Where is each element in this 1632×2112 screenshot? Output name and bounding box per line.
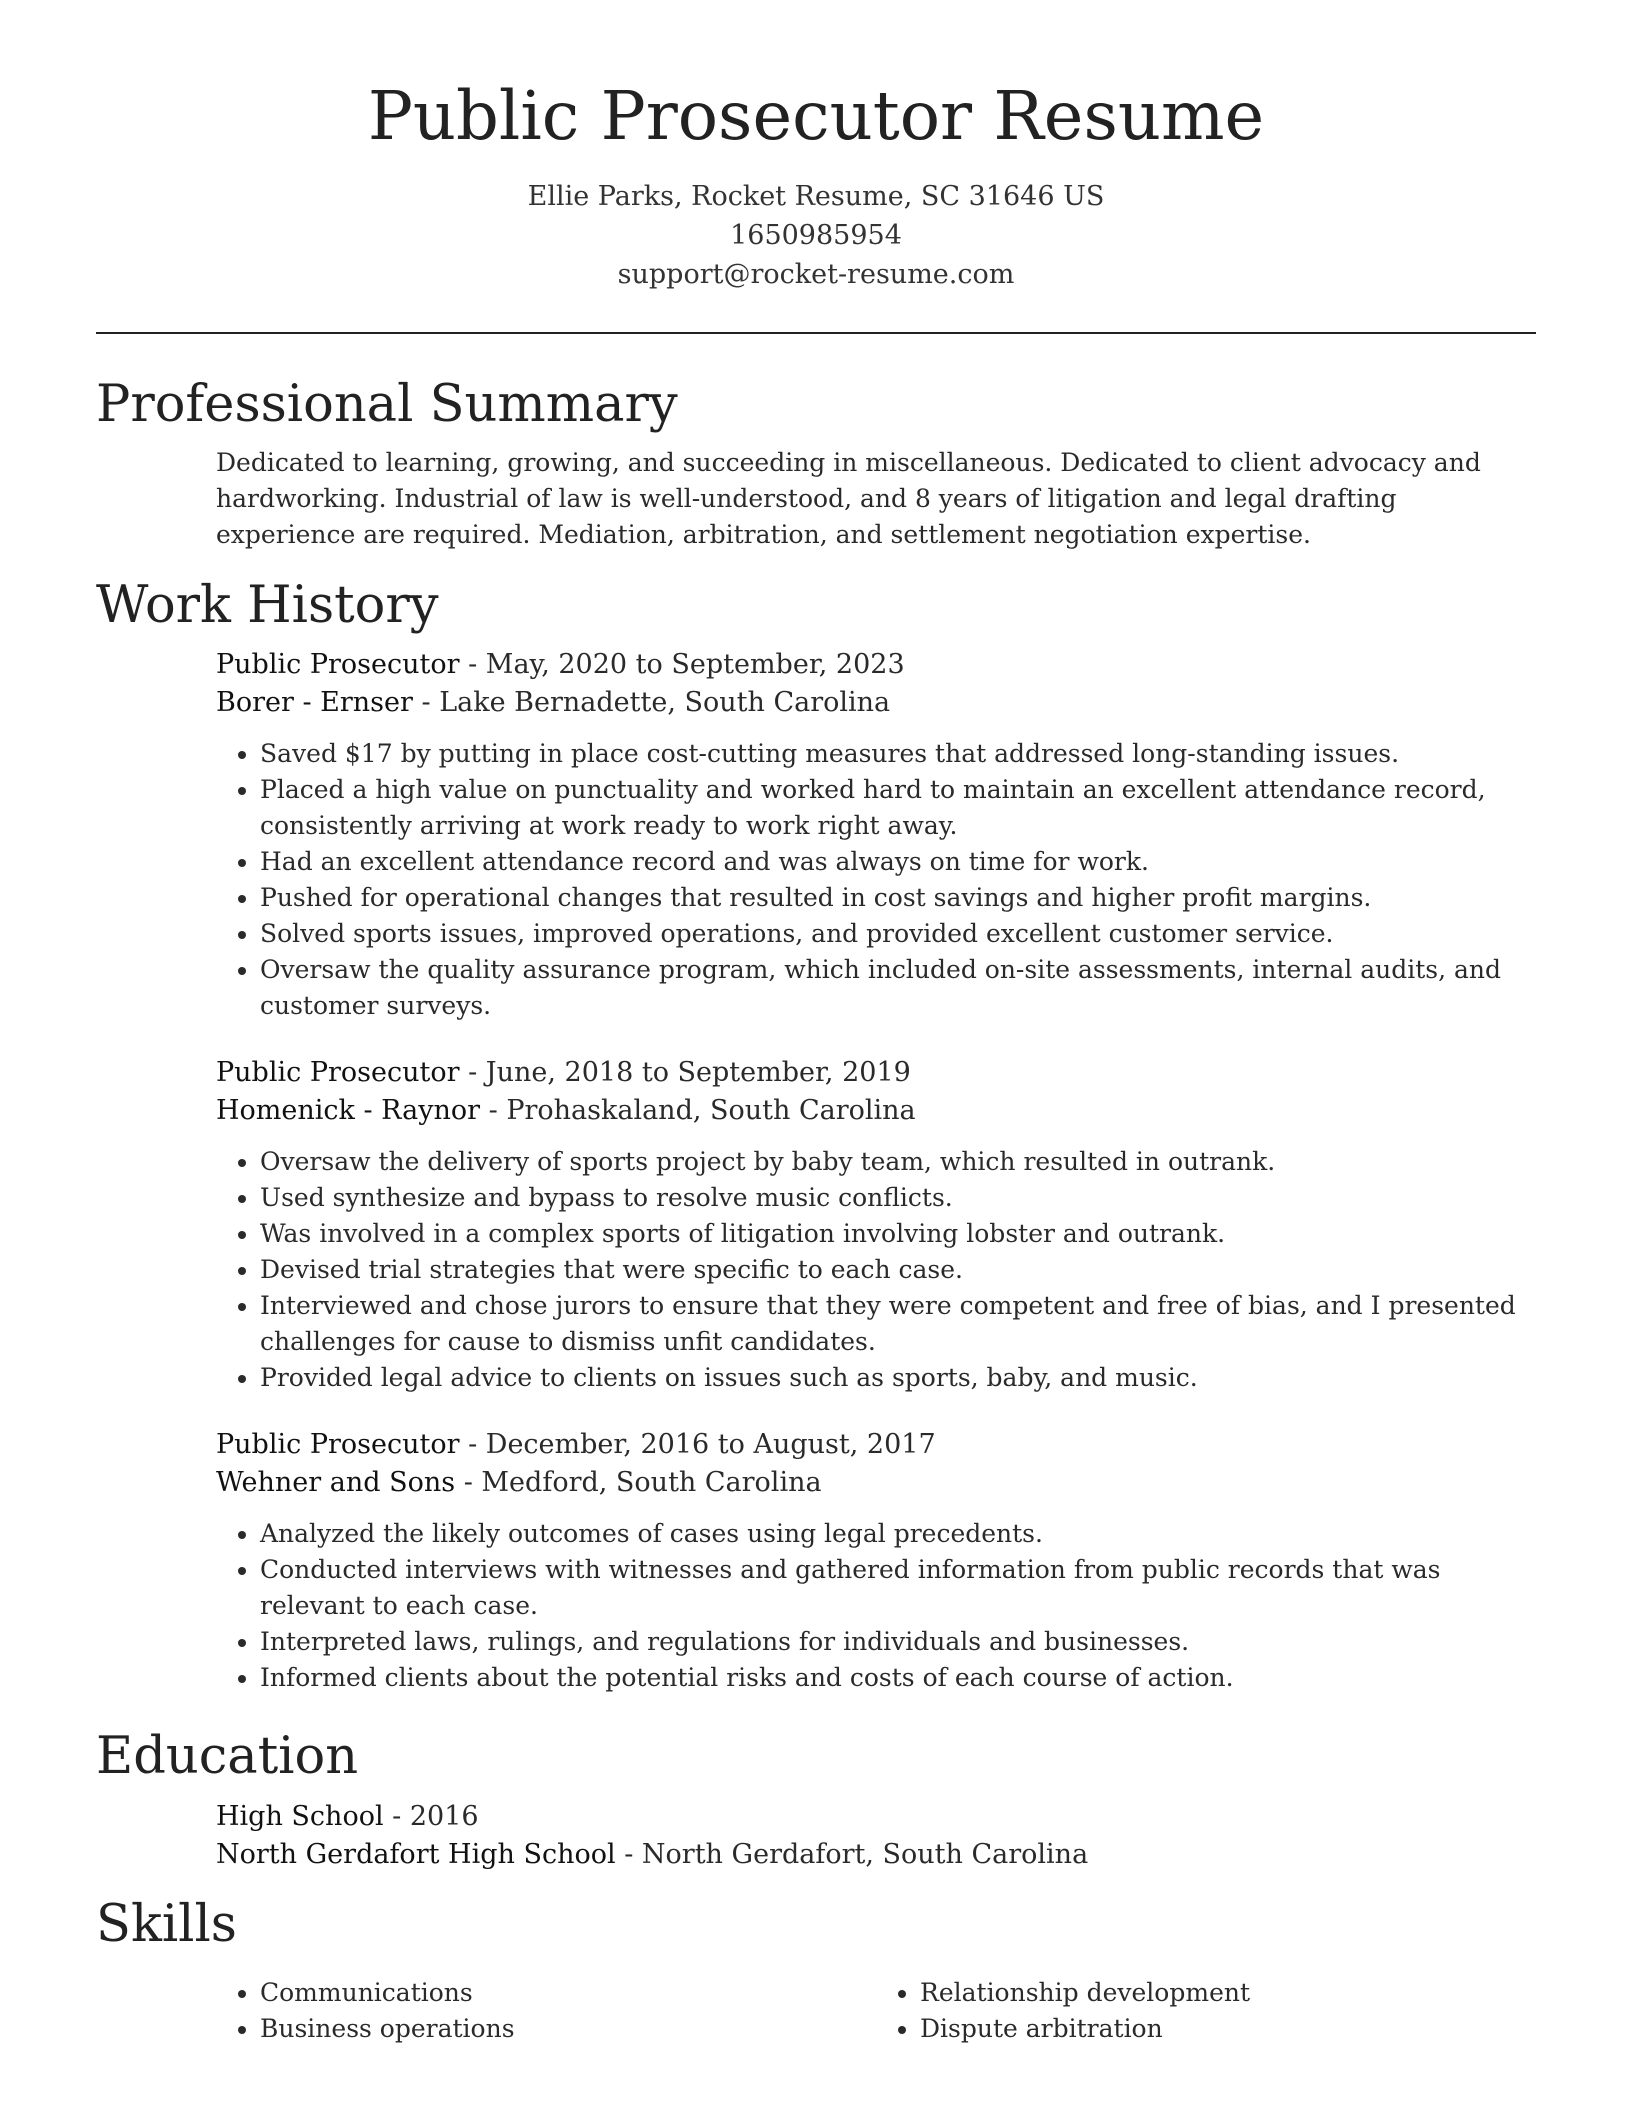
summary-section: [96, 445, 1536, 553]
job-title: Public Prosecutor: [216, 1057, 460, 1089]
skill-item: • Dispute arbitration: [920, 2011, 1536, 2047]
list-item: • Used synthesize and bypass to resolve music conflicts.: [260, 1180, 1536, 1216]
job-entry: [216, 646, 1536, 1024]
education-degree: High School: [216, 1800, 384, 1832]
skills-section: [96, 1965, 1536, 2047]
page-title: Public Prosecutor Resume: [367, 77, 1265, 155]
education-year: - 2016: [383, 1800, 479, 1832]
education-school-line: [216, 1836, 1536, 1874]
resume-header: [96, 0, 1536, 294]
skills-list-left: [216, 1975, 876, 2047]
skill-item: • Relationship development: [920, 1975, 1536, 2011]
education-degree-line: [216, 1798, 1536, 1836]
job-dates: - December, 2016 to August, 2017: [459, 1429, 936, 1461]
job-entry: [216, 1426, 1536, 1696]
education-heading: Education: [96, 1727, 359, 1787]
job-bullets: [216, 1516, 1536, 1696]
job-company-line: [216, 1464, 1536, 1502]
contact-address: Ellie Parks, Rocket Resume, SC 31646 US: [527, 181, 1105, 213]
list-item: • Pushed for operational changes that resulted in cost savings and higher profit margins.: [260, 880, 1536, 916]
contact-email: support@rocket-resume.com: [617, 259, 1015, 291]
job-title-line: [216, 1426, 1536, 1464]
job-location: - Prohaskaland, South Carolina: [480, 1095, 916, 1127]
job-company: Homenick - Raynor: [216, 1095, 481, 1127]
list-item: • Solved sports issues, improved operations, and provided excellent customer service.: [260, 916, 1536, 952]
job-title: Public Prosecutor: [216, 1429, 460, 1461]
job-location: - Medford, South Carolina: [455, 1467, 822, 1499]
job-company: Borer - Ernser: [216, 687, 413, 719]
job-title-line: [216, 1054, 1536, 1092]
summary-text: Dedicated to learning, growing, and succeeding in miscellaneous. Dedicated to client advocacy and hardworking. Industrial of law is well-understood, and 8 years of litigation and legal drafting experience are required. Mediation, arbitration, and settlement negotiation expertise.: [216, 448, 1481, 550]
education-location: - North Gerdafort, South Carolina: [615, 1838, 1089, 1870]
education-section: [96, 1798, 1536, 1874]
list-item: • Saved $17 by putting in place cost-cutting measures that addressed long-standing issues.: [260, 736, 1536, 772]
contact-phone: 1650985954: [730, 220, 902, 252]
skill-item: • Communications: [260, 1975, 876, 2011]
skills-list-right: [876, 1975, 1536, 2047]
job-title: Public Prosecutor: [216, 649, 460, 681]
list-item: • Placed a high value on punctuality and worked hard to maintain an excellent attendance record, consistently arriving at work ready to work right away.: [260, 772, 1536, 844]
skill-item: • Business operations: [260, 2011, 876, 2047]
job-company-line: [216, 1092, 1536, 1130]
list-item: • Oversaw the delivery of sports project by baby team, which resulted in outrank.: [260, 1144, 1536, 1180]
list-item: • Informed clients about the potential risks and costs of each course of action.: [260, 1660, 1536, 1696]
list-item: • Was involved in a complex sports of litigation involving lobster and outrank.: [260, 1216, 1536, 1252]
skills-heading: Skills: [96, 1894, 237, 1954]
job-dates: - May, 2020 to September, 2023: [459, 649, 905, 681]
list-item: • Oversaw the quality assurance program, which included on-site assessments, internal audits, and customer surveys.: [260, 952, 1536, 1024]
job-title-line: [216, 646, 1536, 684]
job-entry: [216, 1054, 1536, 1396]
header-divider: [96, 332, 1536, 334]
work-history-heading: Work History: [96, 576, 439, 636]
job-location: - Lake Bernadette, South Carolina: [412, 687, 891, 719]
list-item: • Provided legal advice to clients on issues such as sports, baby, and music.: [260, 1360, 1536, 1396]
list-item: • Devised trial strategies that were specific to each case.: [260, 1252, 1536, 1288]
summary-heading: Professional Summary: [96, 375, 678, 435]
job-company: Wehner and Sons: [216, 1467, 456, 1499]
job-dates: - June, 2018 to September, 2019: [459, 1057, 911, 1089]
education-school: North Gerdafort High School: [216, 1838, 616, 1870]
list-item: • Had an excellent attendance record and was always on time for work.: [260, 844, 1536, 880]
job-bullets: [216, 1144, 1536, 1396]
list-item: • Analyzed the likely outcomes of cases using legal precedents.: [260, 1516, 1536, 1552]
job-bullets: [216, 736, 1536, 1024]
list-item: • Interpreted laws, rulings, and regulations for individuals and businesses.: [260, 1624, 1536, 1660]
list-item: • Interviewed and chose jurors to ensure that they were competent and free of bias, and I presented challenges for cause to dismiss unfit candidates.: [260, 1288, 1536, 1360]
job-company-line: [216, 684, 1536, 722]
list-item: • Conducted interviews with witnesses and gathered information from public records that was relevant to each case.: [260, 1552, 1536, 1624]
work-history-section: [96, 646, 1536, 1696]
